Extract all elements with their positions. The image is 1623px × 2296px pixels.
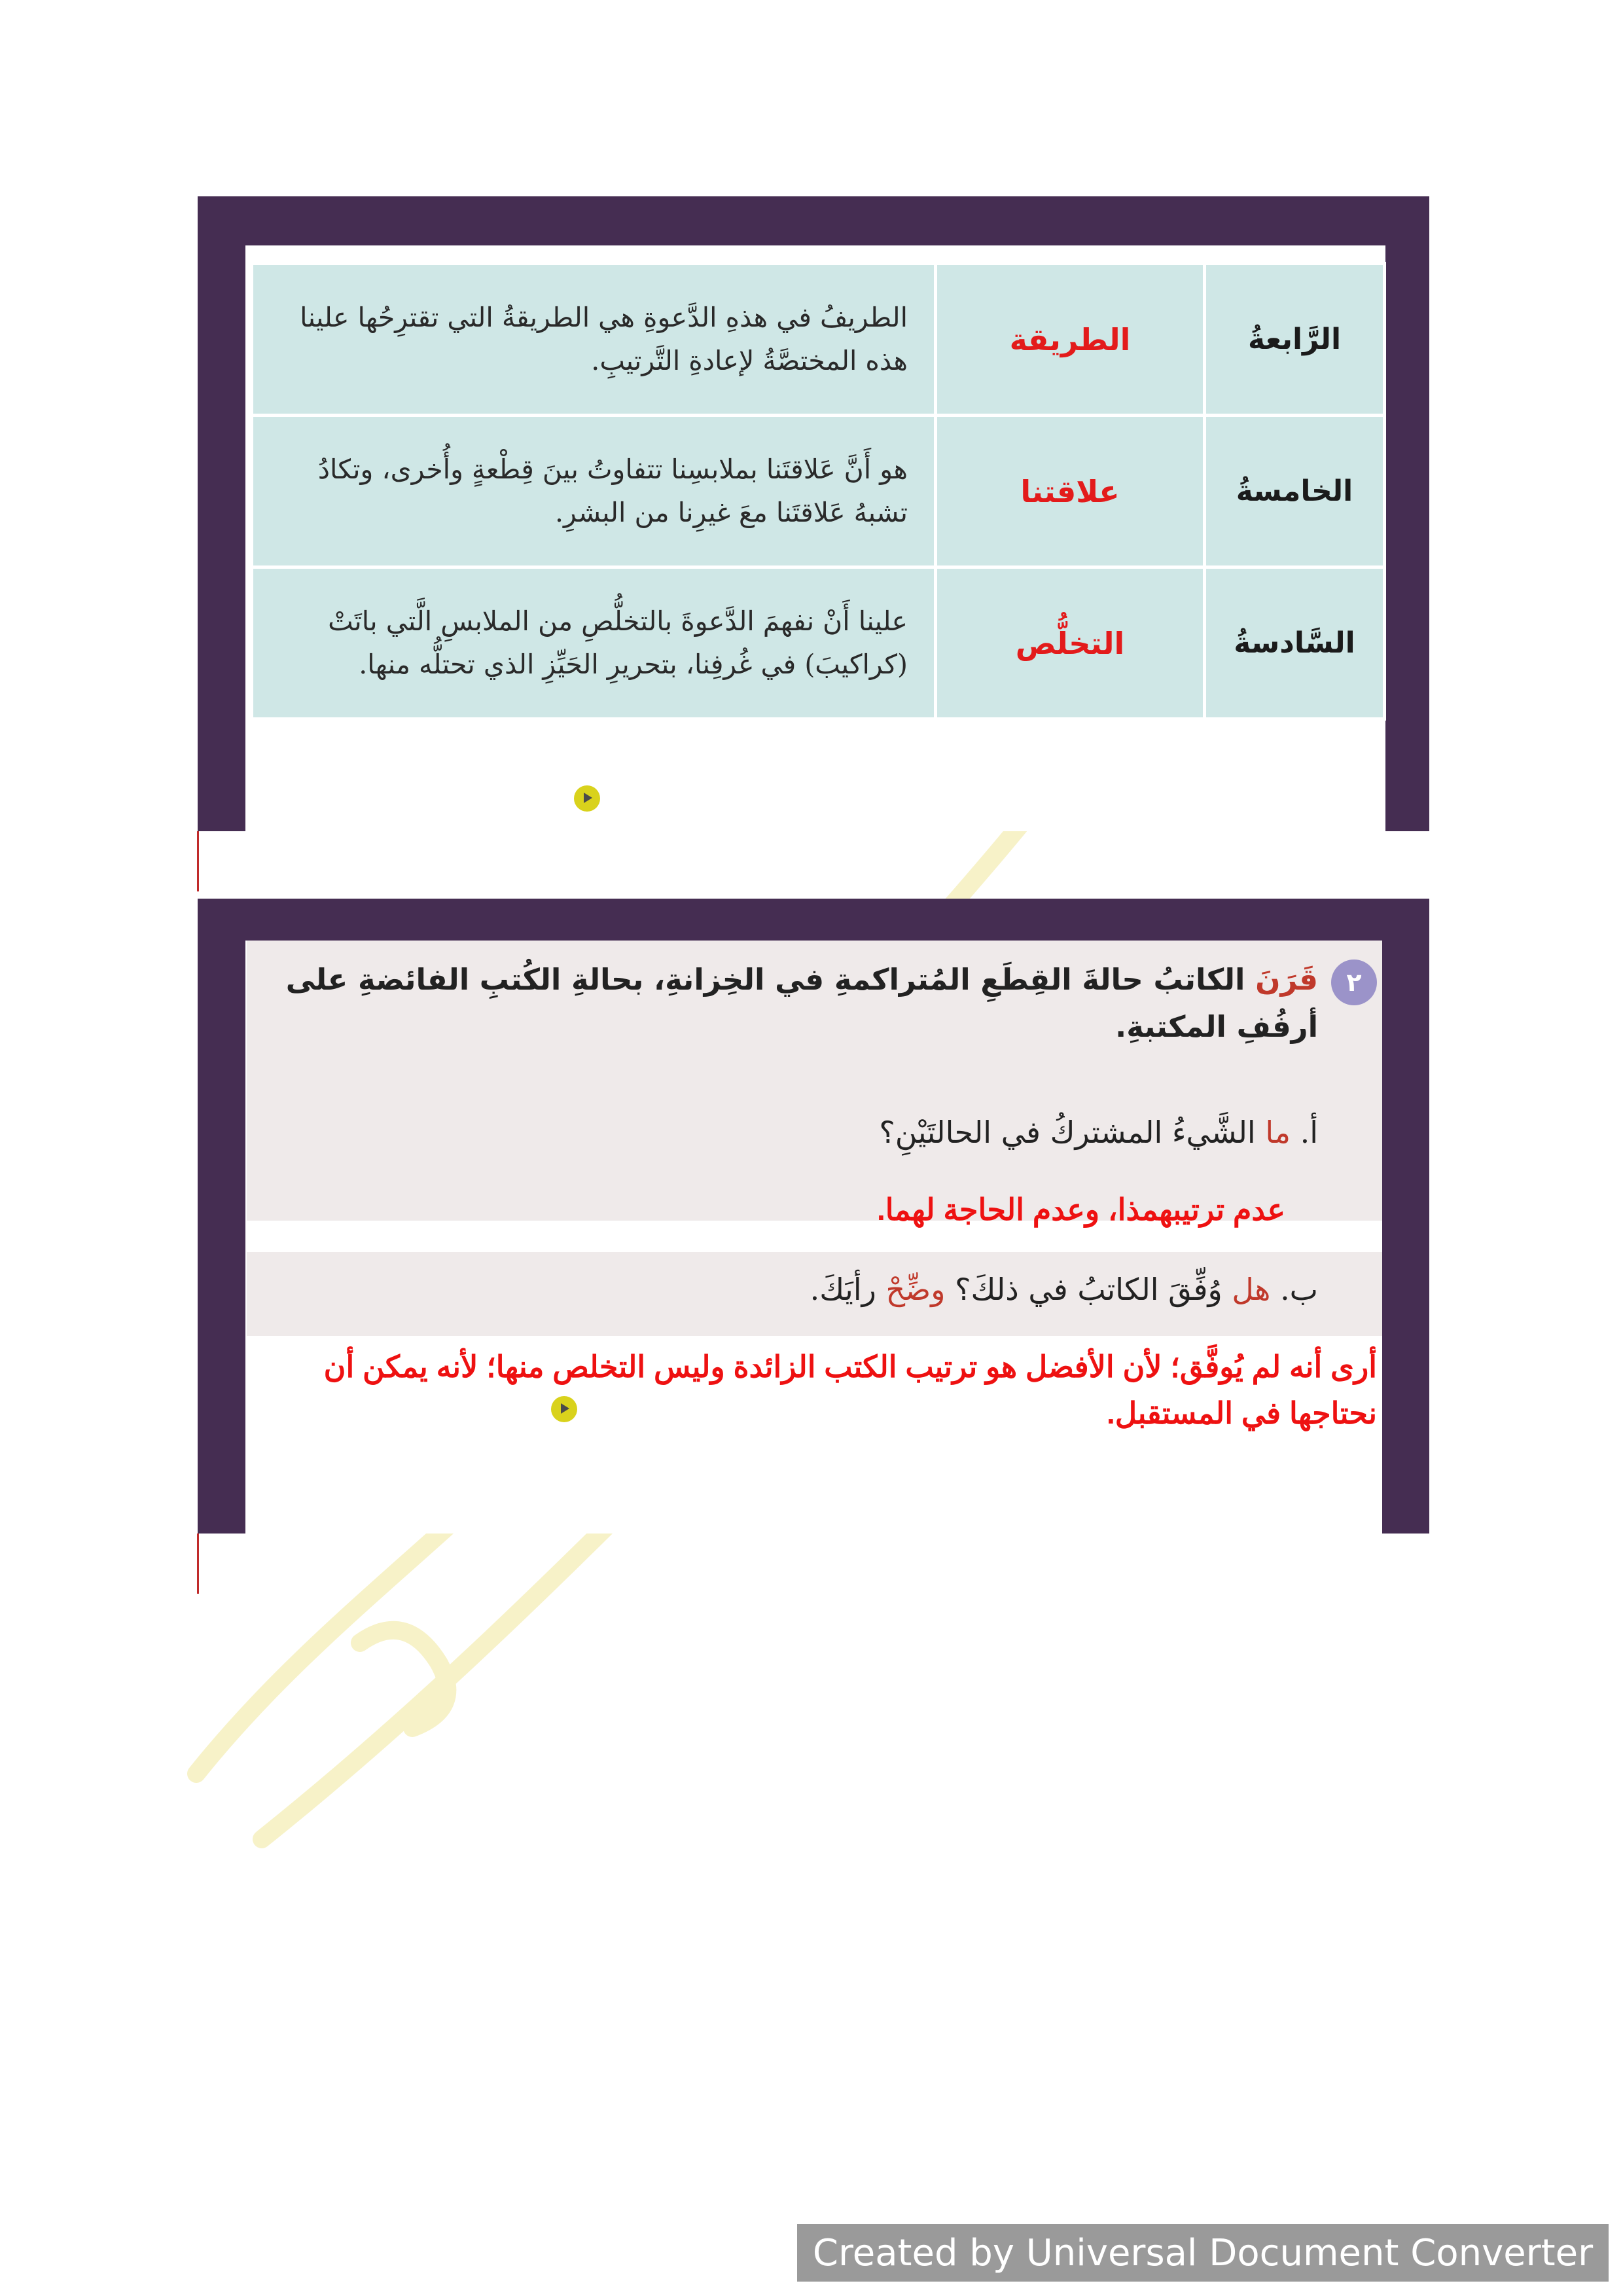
sub-question-label: أ. [1300, 1115, 1318, 1150]
sub-question-text: وُفِّقَ الكاتبُ في ذلكَ؟ [955, 1272, 1222, 1307]
table-row [252, 416, 1385, 567]
sub-question-a [879, 1115, 1318, 1150]
row-ordinal: الخامسةُ [1205, 416, 1385, 567]
edge-line [197, 1534, 199, 1594]
row-keyword: التخلُّص [936, 567, 1205, 719]
sub-question-text: الشَّيءُ المشتركُ في الحالتَيْنِ؟ [879, 1115, 1256, 1150]
row-description: الطريفُ في هذهِ الدَّعوةِ هي الطريقةُ التي تقترِحُها علينا هذه المختصَّةُ لإعادةِ التَّرتيبِ. [252, 264, 936, 416]
table-row [252, 264, 1385, 416]
question-text [284, 956, 1318, 1050]
definitions-table [250, 262, 1386, 721]
slide-table [198, 196, 1429, 831]
pointer-cursor-icon [574, 785, 600, 812]
row-keyword: علاقتنا [936, 416, 1205, 567]
question-body: الكاتبُ حالةَ القِطَعِ المُتراكمةِ في الخِزانةِ، بحالةِ الكُتبِ الفائضةِ على أرفُفِ المكتبةِ. [285, 962, 1318, 1044]
pointer-cursor-icon [551, 1396, 577, 1422]
converter-footer-banner: Created by Universal Document Converter [797, 2224, 1609, 2282]
row-description: هو أَنَّ عَلاقتَنا بملابسِنا تتفاوتُ بينَ قِطْعةٍ وأُخرى، وتكادُ تشبهُ عَلاقتَنا معَ غيرِنا من البشرِ. [252, 416, 936, 567]
sub-question-lead: هل [1232, 1272, 1271, 1307]
sub-question-label: ب. [1280, 1272, 1318, 1307]
row-ordinal: السَّادسةُ [1205, 567, 1385, 719]
question-verb: قَرَنَ [1255, 962, 1318, 997]
sub-question-b [810, 1272, 1318, 1307]
table-row [252, 567, 1385, 719]
sub-question-lead: ما [1265, 1115, 1291, 1150]
row-description: علينا أَنْ نفهمَ الدَّعوةَ بالتخلُّصِ من الملابسِ الَّتي باتَتْ (كراكيبَ) في غُرفِنا، بتحريرِ الحَيِّزِ الذي تحتلُّه منها. [252, 567, 936, 719]
question-number-badge: ٢ [1331, 960, 1377, 1005]
sub-question-text2: رأيَكَ. [810, 1272, 876, 1307]
answer-b: أرى أنه لم يُوفَّق؛ لأن الأفضل هو ترتيب الكتب الزائدة وليس التخلص منها؛ لأنه يمكن أن نحتاجها في المستقبل. [323, 1350, 1377, 1431]
slide-question [198, 899, 1429, 1534]
row-keyword: الطريقة [936, 264, 1205, 416]
answer-a: عدم ترتيبهمذا، وعدم الحاجة لهما. [876, 1193, 1285, 1227]
row-ordinal: الرَّابعةُ [1205, 264, 1385, 416]
sub-question-lead2: وضِّحْ [885, 1272, 946, 1307]
edge-line [197, 831, 199, 891]
